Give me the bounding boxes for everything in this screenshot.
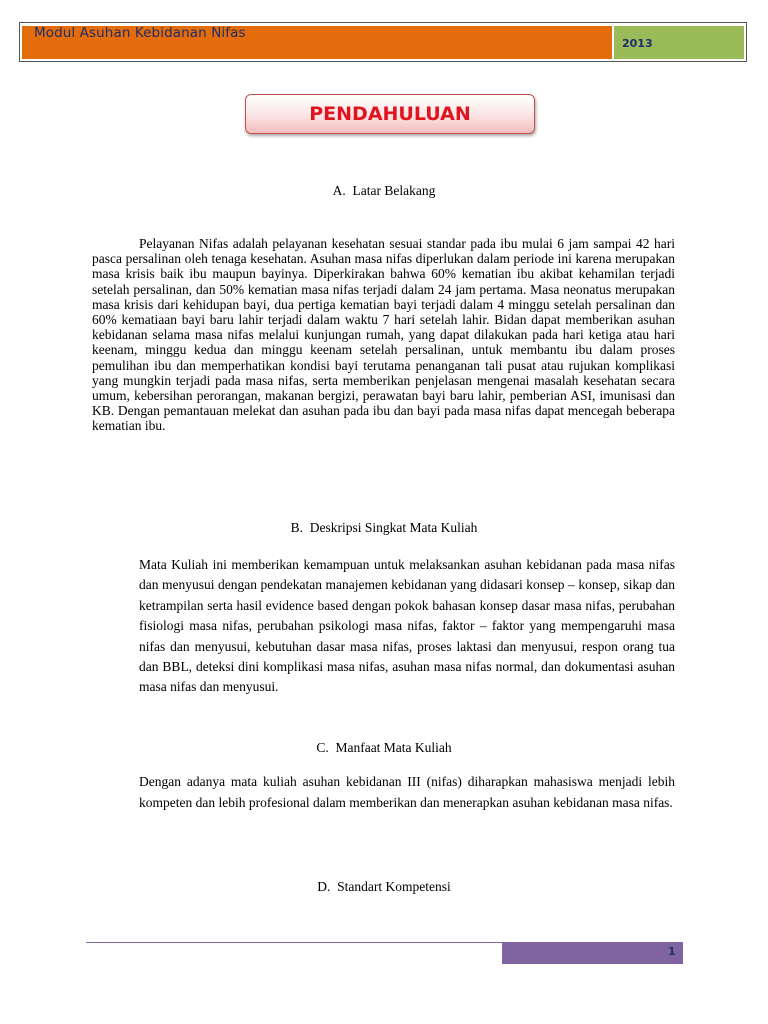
section-body-deskripsi: Mata Kuliah ini memberikan kemampuan untuk melaksankan asuhan kebidanan pada masa nifas dan menyusui dengan pendekatan manajemen kebidanan yang didasari konsep – konsep, sikap dan ketrampilan serta hasil evidence based dengan pokok bahasan konsep dasar masa nifas, perubahan fisiologi masa nifas, perubahan psikologi masa nifas, faktor – faktor yang mempengaruhi masa nifas dan menyusui, kebutuhan dasar masa nifas, proses laktasi dan menyusui, respon orang tua dan BBL, deteksi dini komplikasi masa nifas, asuhan masa nifas normal, dan dokumentasi asuhan masa nifas dan menyusui. [139, 557, 675, 695]
chapter-title-box [245, 94, 535, 134]
section-heading-latar-belakang: A. Latar Belakang [332, 183, 436, 198]
section-heading-standart-kompetensi: D. Standart Kompetensi [317, 879, 451, 894]
module-title: Modul Asuhan Kebidanan Nifas [34, 25, 246, 41]
section-heading-deskripsi: B. Deskripsi Singkat Mata Kuliah [290, 520, 478, 535]
page-number: 1 [668, 945, 676, 958]
section-body-latar-belakang: Pelayanan Nifas adalah pelayanan kesehatan sesuai standar pada ibu mulai 6 jam sampai 42 hari pasca persalinan oleh tenaga kesehatan. Asuhan masa nifas diperlukan dalam periode ini karena merupakan masa krisis baik ibu maupun bayinya. Diperkirakan bahwa 60% kematian ibu akibat kehamilan terjadi setelah persalinan, dan 50% kematian masa nifas terjadi dalam 24 jam pertama. Masa neonatus merupakan masa krisis dari kehidupan bayi, dua pertiga kematian bayi terjadi dalam 4 minggu setelah persalinan dan 60% kematiaan bayi baru lahir terjadi dalam waktu 7 hari setelah lahir. Bidan dapat memberikan asuhan kebidanan selama masa nifas melalui kunjungan rumah, yang dapat dilakukan pada hari ketiga atau hari keenam, minggu kedua dan minggu keenam setelah persalinan, untuk membantu ibu dalam proses pemulihan ibu dan memperhatikan kondisi bayi terutama penanganan tali pusat atau rujukan komplikasi yang mungkin terjadi pada masa nifas, serta memberikan penjelasan mengenai masalah kesehatan secara umum, kebersihan perorangan, makanan bergizi, perawatan bayi baru lahir, pemberian ASI, imunisasi dan KB. Dengan pemantauan melekat dan asuhan pada ibu dan bayi pada masa nifas dapat mencegah beberapa kematian ibu. [92, 236, 675, 434]
section-heading-manfaat: C. Manfaat Mata Kuliah [316, 740, 452, 755]
footer-page-bar [502, 942, 683, 964]
chapter-title: PENDAHULUAN [309, 103, 471, 125]
header-year: 2013 [622, 37, 653, 50]
section-body-manfaat: Dengan adanya mata kuliah asuhan kebidanan III (nifas) diharapkan mahasiswa menjadi lebih kompeten dan lebih profesional dalam memberikan dan menerapkan asuhan kebidanan masa nifas. [139, 774, 675, 810]
